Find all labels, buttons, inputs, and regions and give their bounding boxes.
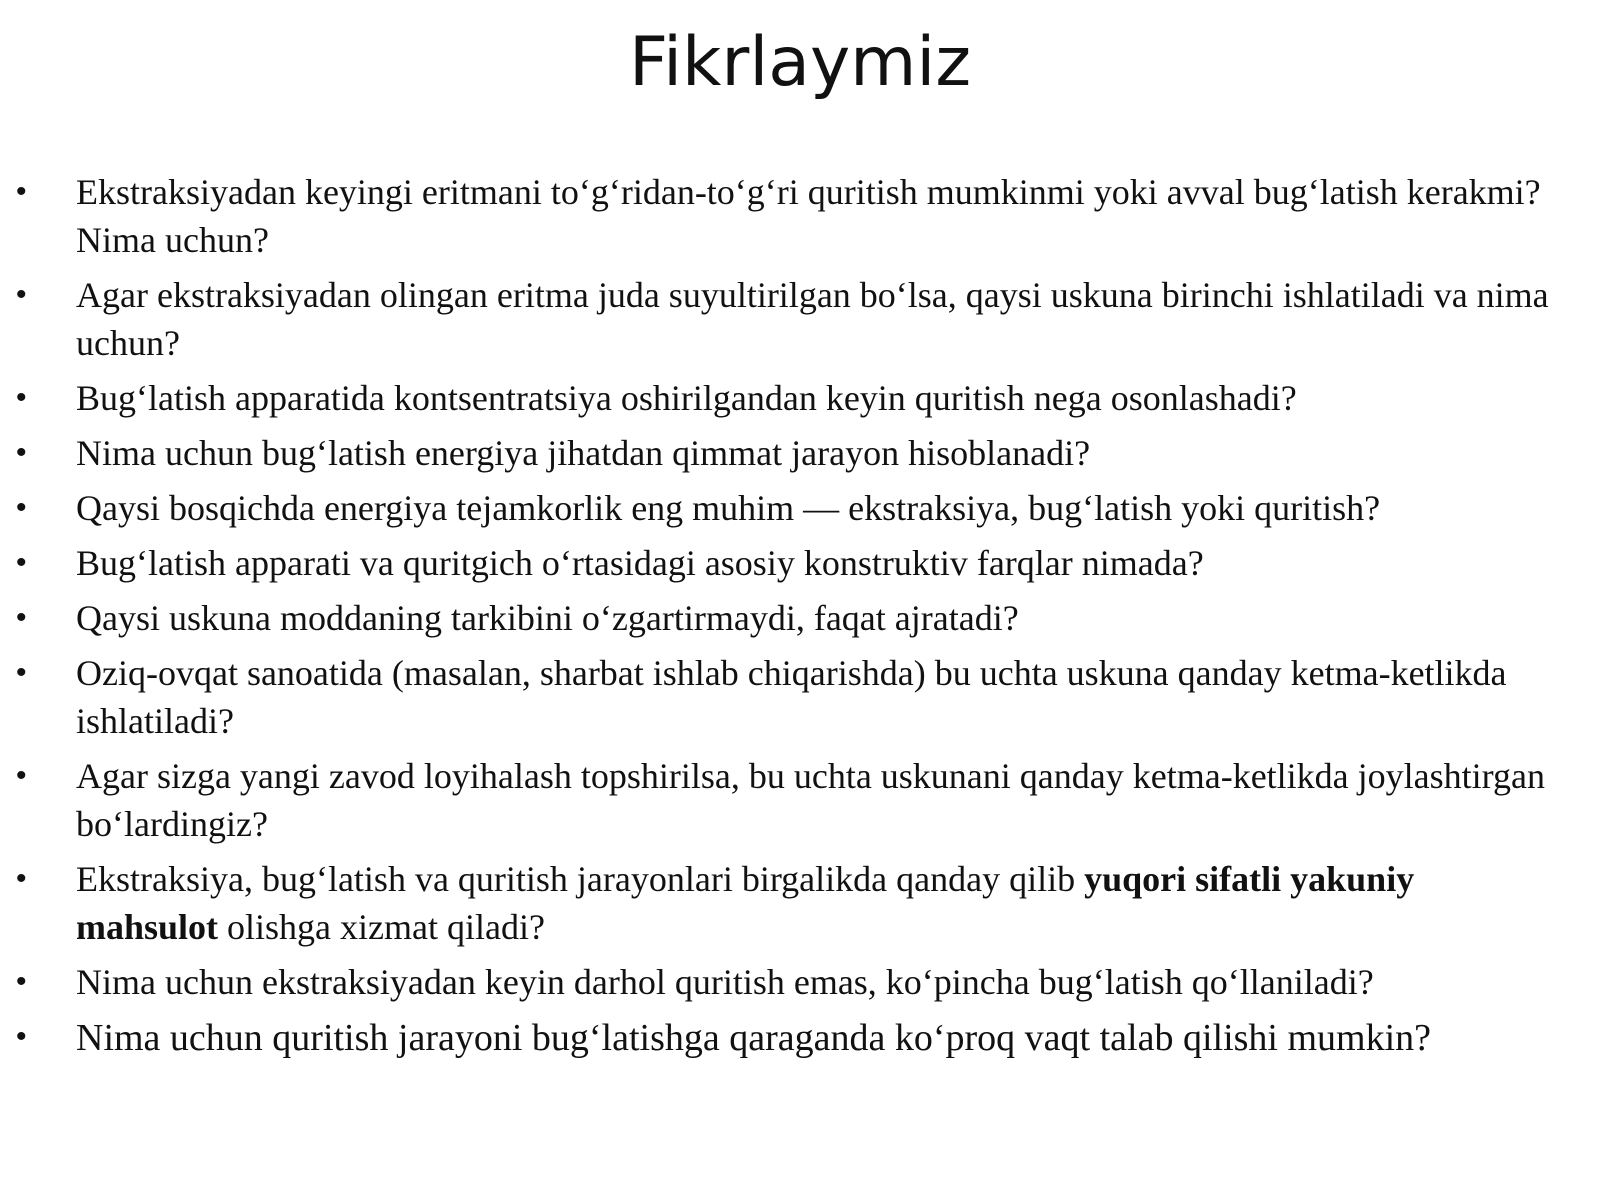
list-item (0, 1013, 1600, 1063)
list-item (0, 539, 1600, 587)
bullet-icon: • (16, 759, 27, 792)
list-item (0, 752, 1600, 848)
question-text-end: olishga xizmat qiladi? (218, 907, 545, 947)
question-text: Bug‘latish apparatida kontsentratsiya oshirilgandan keyin quritish nega osonlashadi? (76, 378, 1297, 418)
bullet-icon: • (16, 1020, 27, 1053)
list-item (0, 271, 1600, 367)
bullet-icon: • (16, 601, 27, 634)
bullet-icon: • (16, 491, 27, 524)
question-text-start: Ekstraksiya, bug‘latish va quritish jarayonlari birgalikda qanday qilib (76, 859, 1085, 899)
question-text-emphasis: yuqori sifatli yakuniy mahsulot (76, 859, 1415, 947)
question-text: Bug‘latish apparati va quritgich o‘rtasidagi asosiy konstruktiv farqlar nimada? (76, 543, 1204, 583)
bullet-icon: • (16, 278, 27, 311)
list-item (0, 958, 1600, 1006)
list-item (0, 484, 1600, 532)
bullet-icon: • (16, 862, 27, 895)
question-text: Agar ekstraksiyadan olingan eritma juda suyultirilgan bo‘lsa, qaysi uskuna birinchi ishlatiladi va nima uchun? (76, 275, 1549, 363)
question-text: Agar sizga yangi zavod loyihalash topshirilsa, bu uchta uskunani qanday ketma-ketlikda joylashtirgan bo‘lardingiz? (76, 756, 1545, 844)
list-item (0, 855, 1600, 951)
list-item (0, 374, 1600, 422)
bullet-icon: • (16, 965, 27, 998)
question-text: Nima uchun quritish jarayoni bug‘latishga qaraganda ko‘proq vaqt talab qilishi mumkin? (76, 1017, 1432, 1059)
question-text: Qaysi bosqichda energiya tejamkorlik eng muhim — ekstraksiya, bug‘latish yoki quritish? (76, 488, 1381, 528)
bullet-icon: • (16, 175, 27, 208)
bullet-icon: • (16, 381, 27, 414)
list-item (0, 168, 1600, 264)
question-text: Ekstraksiyadan keyingi eritmani to‘g‘ridan-to‘g‘ri quritish mumkinmi yoki avval bug‘latish kerakmi? Nima uchun? (76, 172, 1541, 260)
bullet-icon: • (16, 656, 27, 689)
slide-title: Fikrlaymiz (628, 23, 972, 102)
question-list (0, 168, 1600, 1070)
list-item (0, 594, 1600, 642)
list-item (0, 649, 1600, 745)
question-text: Nima uchun ekstraksiyadan keyin darhol quritish emas, ko‘pincha bug‘latish qo‘llaniladi? (76, 962, 1374, 1002)
list-item (0, 429, 1600, 477)
bullet-icon: • (16, 436, 27, 469)
question-text: Oziq-ovqat sanoatida (masalan, sharbat ishlab chiqarishda) bu uchta uskuna qanday ketma-ketlikda ishlatiladi? (76, 653, 1507, 741)
question-text: Qaysi uskuna moddaning tarkibini o‘zgartirmaydi, faqat ajratadi? (76, 598, 1019, 638)
question-text: Nima uchun bug‘latish energiya jihatdan qimmat jarayon hisoblanadi? (76, 433, 1091, 473)
bullet-icon: • (16, 546, 27, 579)
